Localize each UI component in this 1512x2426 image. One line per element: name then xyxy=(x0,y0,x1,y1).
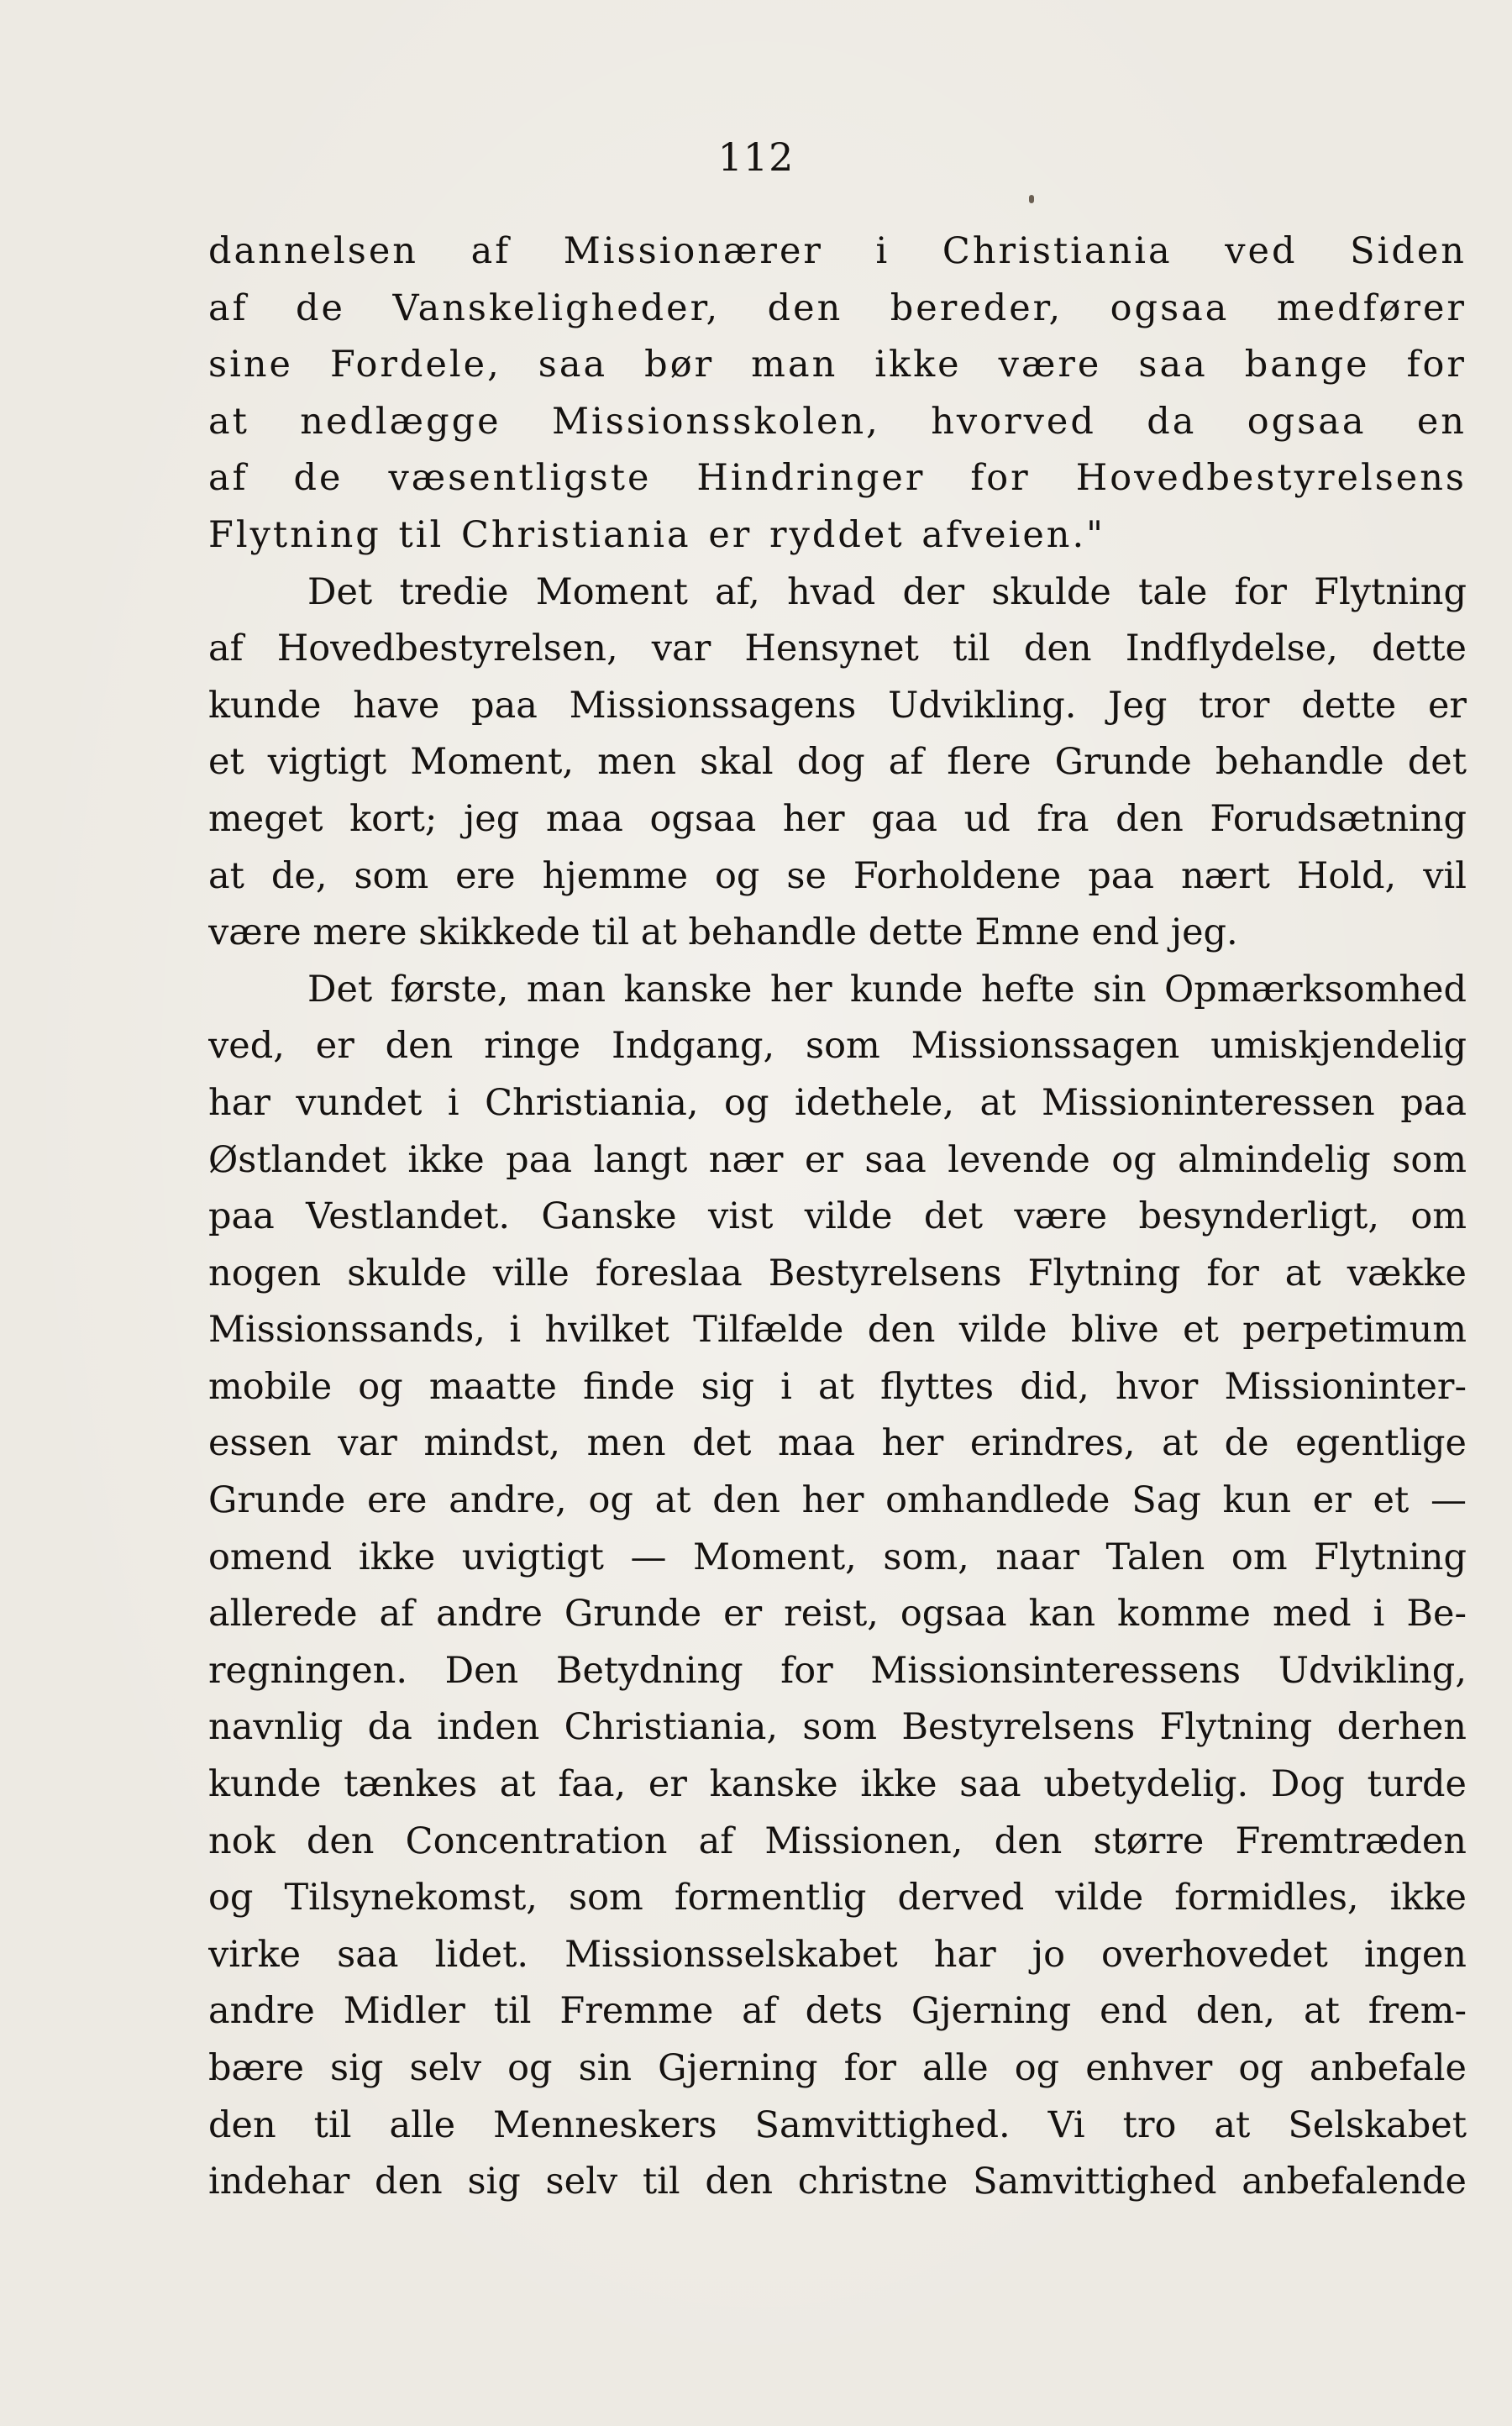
text-line: Missionssands, i hvilket Tilfælde den vilde blive et perpetimum xyxy=(208,1309,1467,1352)
text-line: bære sig selv og sin Gjerning for alle og enhver og anbefale xyxy=(208,2047,1467,2089)
scan-speck xyxy=(1029,195,1034,203)
text-line: et vigtigt Moment, men skal dog af flere Grunde behandle det xyxy=(208,741,1467,784)
text-line: dannelsen af Missionærer i Christiania ved Siden xyxy=(208,230,1467,272)
text-line: virke saa lidet. Missionsselskabet har jo overhovedet ingen xyxy=(208,1933,1467,1976)
text-line: at de, som ere hjemme og se Forholdene paa nært Hold, vil xyxy=(208,854,1467,897)
text-line: Grunde ere andre, og at den her omhandlede Sag kun er et — xyxy=(208,1479,1467,1522)
text-line: nok den Concentration af Missionen, den større Fremtræden xyxy=(208,1820,1467,1862)
text-line: Flytning til Christiania er ryddet afveien." xyxy=(208,513,1105,556)
text-line: mobile og maatte finde sig i at flyttes did, hvor Missioninter- xyxy=(208,1365,1467,1408)
paragraph-first-line: Det første, man kanske her kunde hefte sin Opmærksomhed xyxy=(307,968,1467,1011)
text-line: kunde have paa Missionssagens Udvikling. Jeg tror dette er xyxy=(208,684,1467,727)
text-line: paa Vestlandet. Ganske vist vilde det være besynderligt, om xyxy=(208,1195,1467,1238)
page-number: 112 xyxy=(717,134,795,180)
text-line: essen var mindst, men det maa her erindres, at de egentlige xyxy=(208,1422,1467,1465)
text-line: den til alle Menneskers Samvittighed. Vi tro at Selskabet xyxy=(208,2103,1467,2146)
text-line: meget kort; jeg maa ogsaa her gaa ud fra den Forudsætning xyxy=(208,797,1467,840)
text-line: af Hovedbestyrelsen, var Hensynet til den Indflydelse, dette xyxy=(208,628,1467,670)
text-line: nogen skulde ville foreslaa Bestyrelsens Flytning for at vække xyxy=(208,1252,1467,1294)
text-line: og Tilsynekomst, som formentlig derved vilde formidles, ikke xyxy=(208,1877,1467,1919)
text-line: af de væsentligste Hindringer for Hovedbestyrelsens xyxy=(208,457,1467,500)
text-line: regningen. Den Betydning for Missionsinteressens Udvikling, xyxy=(208,1649,1467,1692)
paragraph-first-line: Det tredie Moment af, hvad der skulde tale for Flytning xyxy=(307,570,1467,613)
text-line: være mere skikkede til at behandle dette Emne end jeg. xyxy=(208,911,1238,954)
text-line: andre Midler til Fremme af dets Gjerning end den, at frem- xyxy=(208,1990,1467,2033)
text-line: sine Fordele, saa bør man ikke være saa bange for xyxy=(208,344,1467,386)
text-line: indehar den sig selv til den christne Samvittighed anbefalende xyxy=(208,2161,1467,2203)
text-line: allerede af andre Grunde er reist, ogsaa kan komme med i Be- xyxy=(208,1593,1467,1636)
text-line: af de Vanskeligheder, den bereder, ogsaa medfører xyxy=(208,286,1467,329)
text-line: ved, er den ringe Indgang, som Missionssagen umiskjendelig xyxy=(208,1025,1467,1068)
text-line: omend ikke uvigtigt — Moment, som, naar Talen om Flytning xyxy=(208,1536,1467,1578)
text-line: navnlig da inden Christiania, som Bestyrelsens Flytning derhen xyxy=(208,1706,1467,1749)
text-line: Østlandet ikke paa langt nær er saa levende og almindelig som xyxy=(208,1138,1467,1181)
text-line: har vundet i Christiania, og idethele, at Missioninteressen paa xyxy=(208,1081,1467,1124)
text-line: kunde tænkes at faa, er kanske ikke saa ubetydelig. Dog turde xyxy=(208,1763,1467,1806)
body-text xyxy=(208,223,1467,2211)
text-line: at nedlægge Missionsskolen, hvorved da ogsaa en xyxy=(208,400,1467,443)
